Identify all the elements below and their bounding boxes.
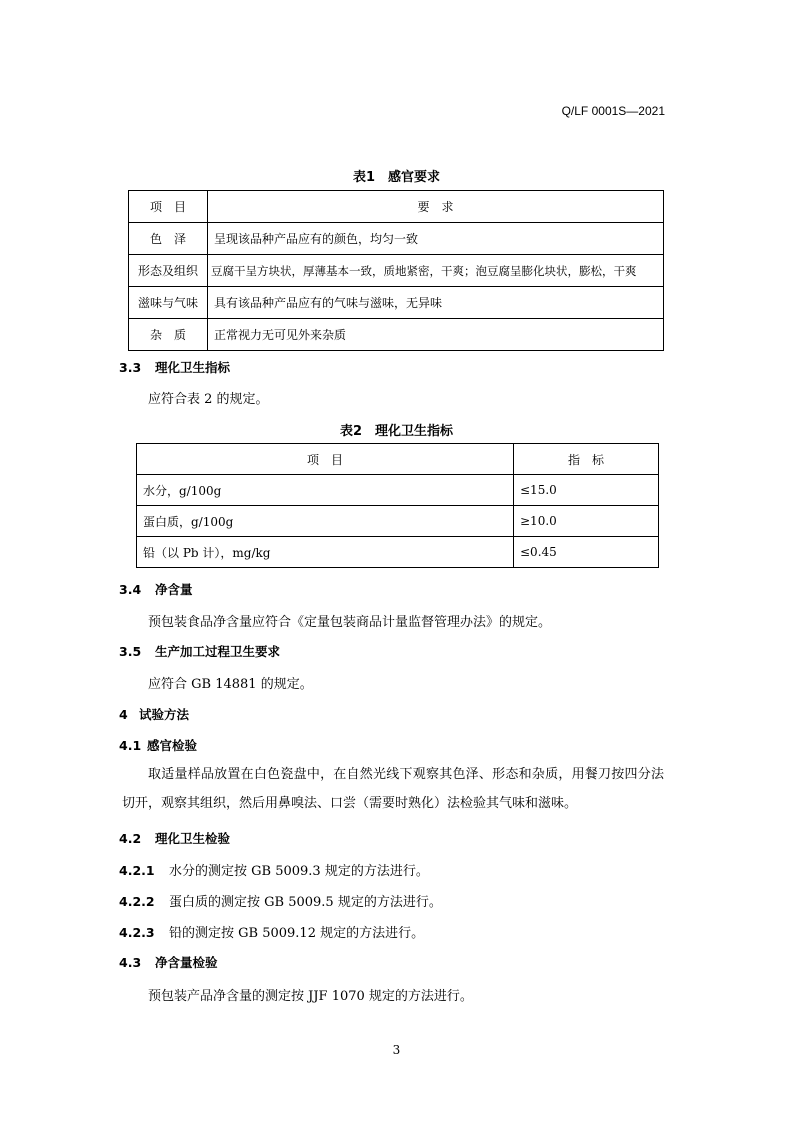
table-header-row — [129, 191, 664, 223]
row-value: ≥10.0 — [514, 506, 659, 537]
section-title: 理化卫生检验 — [155, 831, 231, 846]
section-number: 4.2 — [119, 831, 142, 846]
section-number: 3.4 — [119, 582, 142, 597]
col-header-requirement: 要 求 — [208, 191, 664, 223]
section-text: 铅的测定按 GB 5009.12 规定的方法进行。 — [169, 926, 425, 941]
row-value: 呈现该品种产品应有的颜色，均匀一致 — [208, 223, 664, 255]
col-header-item: 项 目 — [129, 191, 208, 223]
table-row — [137, 537, 659, 568]
table-row — [129, 223, 664, 255]
section-title: 感官检验 — [147, 738, 198, 753]
col-header-item: 项 目 — [137, 444, 514, 475]
section-text: 蛋白质的测定按 GB 5009.5 规定的方法进行。 — [169, 895, 442, 910]
row-value: ≤15.0 — [514, 475, 659, 506]
table-row — [129, 287, 664, 319]
table1-caption: 表1 感官要求 — [352, 170, 441, 185]
row-item: 水分，g/100g — [137, 475, 514, 506]
row-value: 具有该品种产品应有的气味与滋味，无异味 — [208, 287, 664, 319]
col-header-indicator: 指 标 — [514, 444, 659, 475]
section-number: 3.5 — [119, 644, 142, 659]
row-value: 正常视力无可见外来杂质 — [208, 319, 664, 351]
section-title: 净含量 — [155, 582, 193, 597]
row-item: 色 泽 — [129, 223, 208, 255]
section-3-4-heading — [119, 580, 193, 598]
section-title: 生产加工过程卫生要求 — [155, 644, 281, 659]
section-title: 试验方法 — [139, 707, 190, 722]
section-4-2-3-line — [119, 922, 424, 941]
section-4-3-text: 预包装产品净含量的测定按 JJF 1070 规定的方法进行。 — [148, 989, 473, 1004]
section-number: 4.2.2 — [119, 894, 155, 909]
table-row — [129, 255, 664, 287]
row-item: 蛋白质，g/100g — [137, 506, 514, 537]
section-3-5-text: 应符合 GB 14881 的规定。 — [148, 677, 313, 692]
row-item: 杂 质 — [129, 319, 208, 351]
section-4-2-1-line — [119, 860, 429, 879]
section-number: 4.3 — [119, 955, 142, 970]
section-4-1-heading — [119, 736, 197, 754]
table-header-row — [137, 444, 659, 475]
table-sensory-requirements — [128, 190, 664, 351]
table-row — [137, 475, 659, 506]
row-item: 形态及组织 — [129, 255, 208, 287]
section-4-2-2-line — [119, 891, 442, 910]
row-value: ≤0.45 — [514, 537, 659, 568]
section-4-2-heading — [119, 829, 230, 847]
table-row — [137, 506, 659, 537]
section-4-heading — [119, 705, 189, 723]
section-number: 4.2.3 — [119, 925, 155, 940]
section-title: 净含量检验 — [155, 955, 218, 970]
table2-caption: 表2 理化卫生指标 — [339, 424, 454, 439]
section-3-3-heading — [119, 358, 230, 376]
section-3-3-text: 应符合表 2 的规定。 — [148, 392, 269, 407]
document-code: Q/LF 0001S—2021 — [561, 104, 665, 118]
table-row — [129, 319, 664, 351]
section-number: 4.1 — [119, 738, 142, 753]
section-3-4-text: 预包装食品净含量应符合《定量包装商品计量监督管理办法》的规定。 — [148, 615, 552, 630]
section-text: 水分的测定按 GB 5009.3 规定的方法进行。 — [169, 864, 429, 879]
row-item: 滋味与气味 — [129, 287, 208, 319]
row-value: 豆腐干呈方块状，厚薄基本一致，质地紧密，干爽；泡豆腐呈膨化块状，膨松，干爽 — [208, 255, 664, 287]
table-physicochemical-indicators — [136, 443, 659, 568]
section-3-5-heading — [119, 642, 280, 660]
section-4-3-heading — [119, 953, 218, 971]
section-number: 4 — [119, 707, 128, 722]
section-4-1-text: 取适量样品放置在白色瓷盘中，在自然光线下观察其色泽、形态和杂质，用餐刀按四分法切开，观察其组织，然后用鼻嗅法、口尝（需要时熟化）法检验其气味和滋味。 — [122, 767, 664, 811]
section-title: 理化卫生指标 — [155, 360, 231, 375]
page-number: 3 — [392, 1043, 401, 1057]
row-item: 铅（以 Pb 计），mg/kg — [137, 537, 514, 568]
section-number: 3.3 — [119, 360, 142, 375]
section-number: 4.2.1 — [119, 863, 155, 878]
